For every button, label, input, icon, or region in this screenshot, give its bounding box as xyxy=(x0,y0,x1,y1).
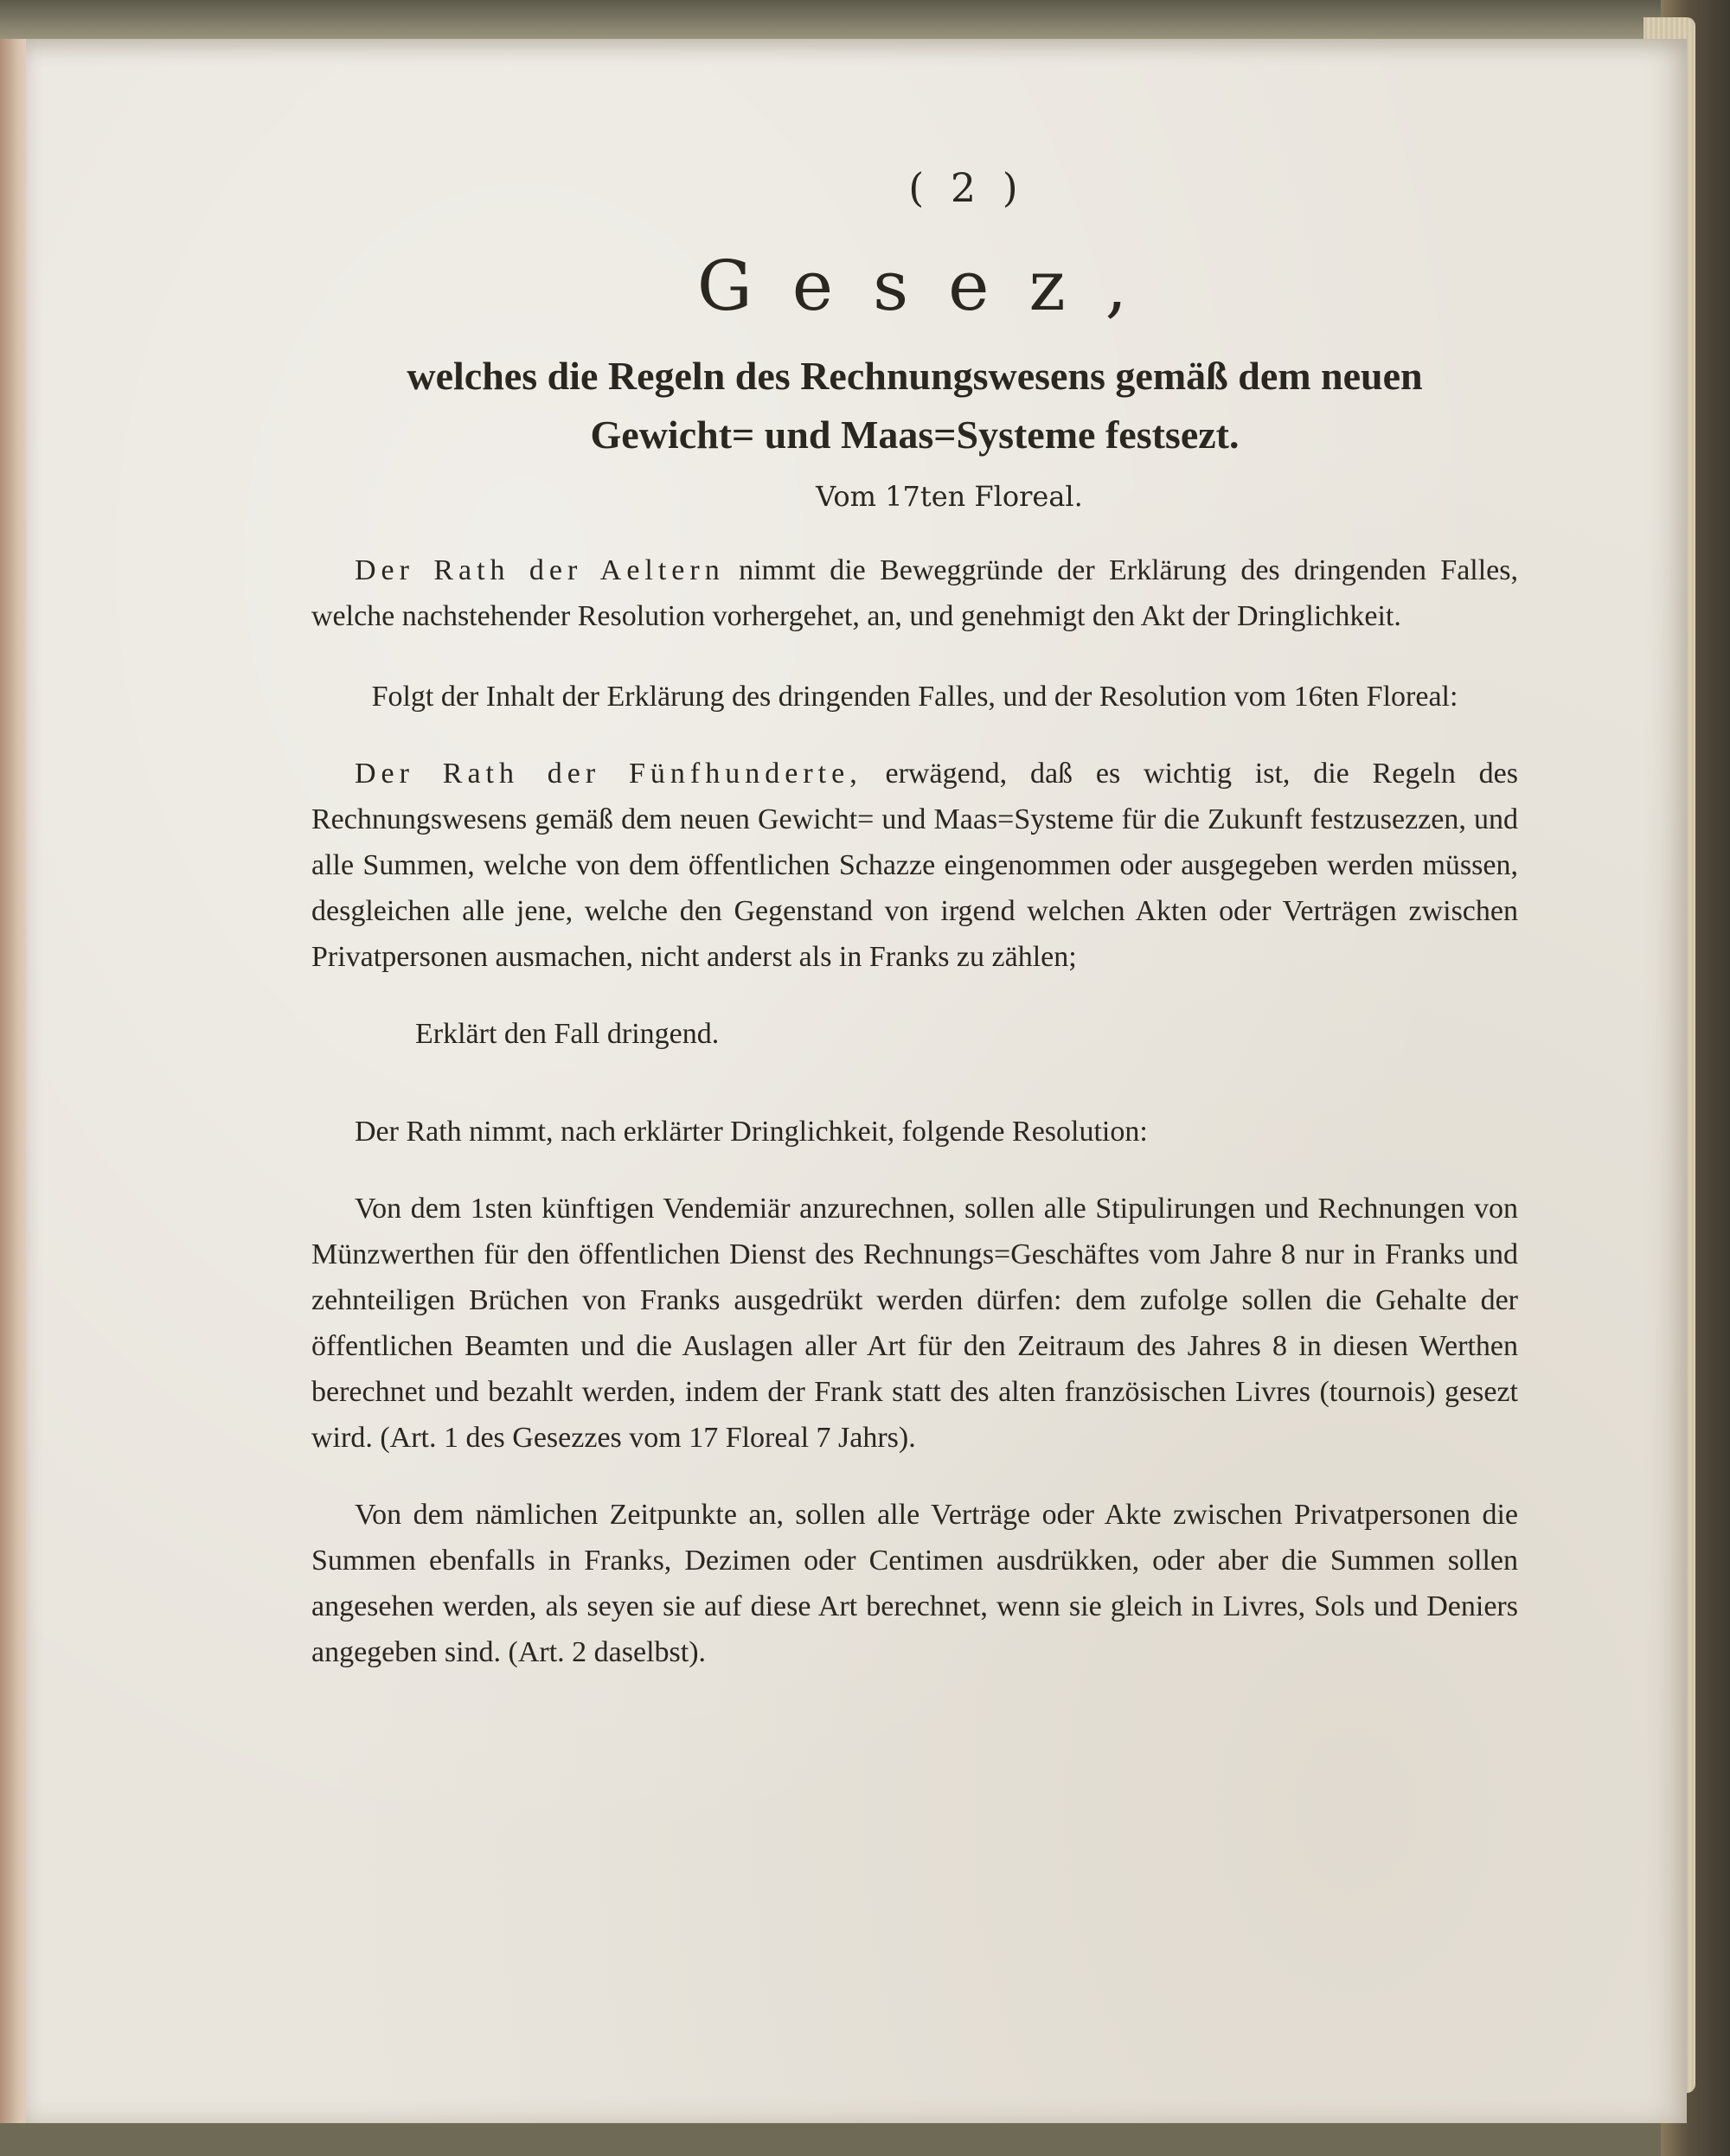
paragraph-article-1: Von dem 1sten künftigen Vendemiär anzurechnen, sollen alle Stipulirungen und Rechnungen von Münzwerthen für den öffentlichen Dienst des Rechnungs=Geschäftes vom Jahre 8 nur in Franks und zehnteiligen Brüchen von Franks ausgedrükt werden dürfen: dem zufolge sollen die Gehalte der öffentlichen Beamten und die Auslagen aller Art für den Zeitraum des Jahres 8 in diesen Werthen berechnet und bezahlt werden, indem der Frank statt des alten französischen Livres (tournois) gesezt wird. (Art. 1 des Gesezzes vom 17 Floreal 7 Jahrs). xyxy=(311,1193,1518,1454)
paragraph-text: nimmt die Beweggründe der Erklärung des dringenden Falles, welche nachstehender Resolution vorhergehet, an, und genehmigt den Akt der Dringlichkeit. xyxy=(311,554,1519,632)
paragraph-resolution-intro: Der Rath nimmt, nach erklärter Dringlichkeit, folgende Resolution: xyxy=(355,1116,1148,1148)
subtitle-line-1: welches die Regeln des Rechnungswesens gemäß dem neuen xyxy=(407,354,1423,398)
paragraph-article-2: Von dem nämlichen Zeitpunkte an, sollen alle Verträge oder Akte zwischen Privatpersonen die Summen ebenfalls in Franks, Dezimen oder Centimen ausdrükken, oder aber die Summen sollen angesehen werden, als seyen sie auf diese Art berechnet, wenn sie gleich in Livres, Sols und Deniers angegeben sind. (Art. 2 daselbst). xyxy=(311,1499,1518,1668)
paragraph-text: erwägend, daß es wichtig ist, die Regeln des Rechnungswesens gemäß dem neuen Gewicht= und Maas=Systeme für die Zukunft festzusezzen, und alle Summen, welche von dem öffentlichen Schazze eingenommen oder ausgegeben werden müssen, desgleichen alle jene, welche den Gegenstand von irgend welchen Akten oder Verträgen zwischen Privatpersonen ausmachen, nicht anderst als in Franks zu zählen; xyxy=(311,758,1518,973)
page-subtitle xyxy=(311,347,1518,464)
speaker-council-five-hundred: Der Rath der Fünfhunderte, xyxy=(355,758,862,790)
paragraph-council-elders xyxy=(311,547,1518,639)
page-number: ( 2 ) xyxy=(908,164,1025,211)
page-title: Gesez, xyxy=(696,246,1168,326)
date-line: Vom 17ten Floreal. xyxy=(816,480,1083,513)
paragraph-council-five-hundred xyxy=(311,751,1518,980)
declared-urgent: Erklärt den Fall dringend. xyxy=(415,1018,720,1050)
heading-follows: Folgt der Inhalt der Erklärung des dringenden Falles, und der Resolution vom 16ten Floreal: xyxy=(371,681,1458,713)
speaker-council-elders: Der Rath der Aeltern xyxy=(355,554,725,586)
page-content xyxy=(311,164,1518,1706)
subtitle-line-2: Gewicht= und Maas=Systeme festsezt. xyxy=(590,413,1240,457)
